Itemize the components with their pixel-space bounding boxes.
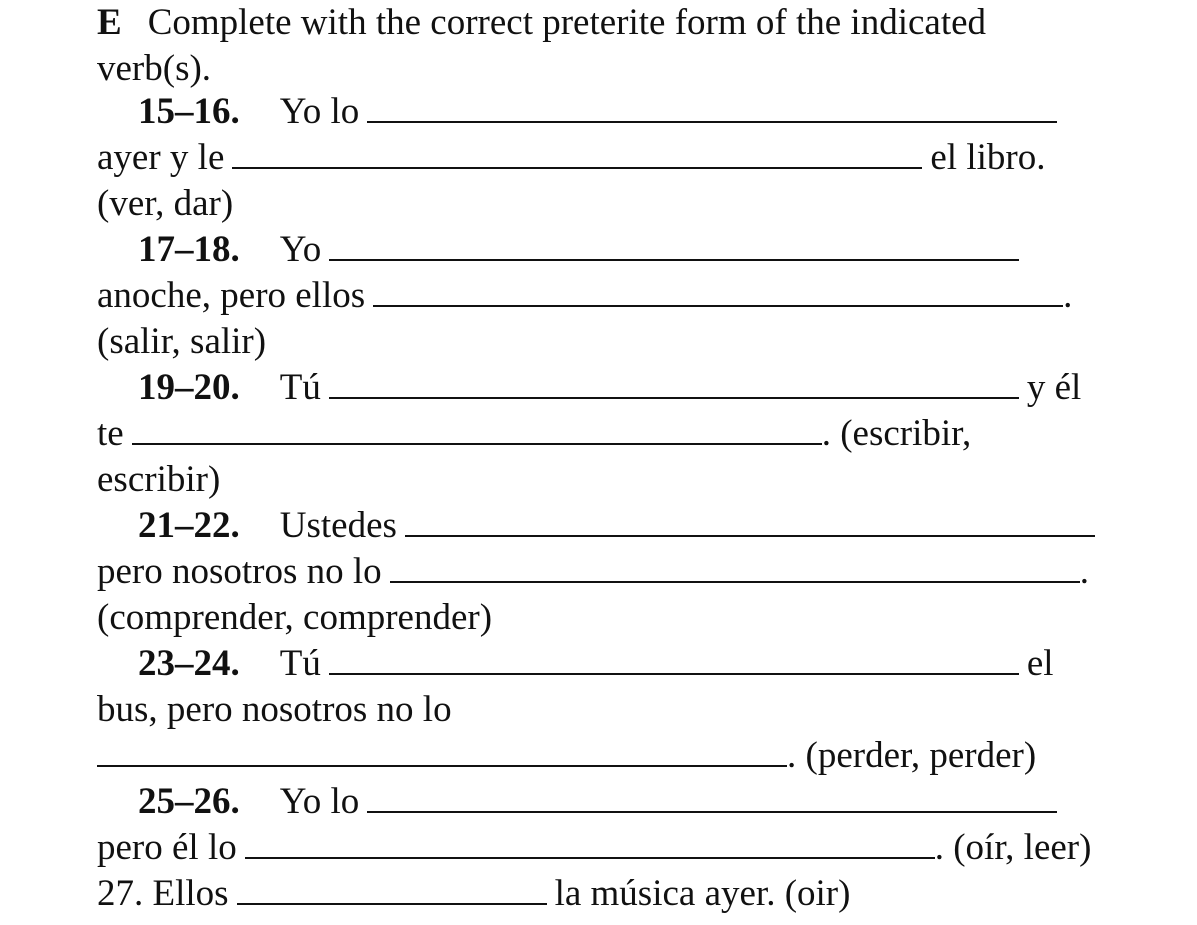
item-text: Yo — [279, 229, 322, 270]
verb-hint: (ver, dar) — [97, 183, 234, 224]
item-17-18-hint — [97, 319, 266, 365]
item-15-16-line-1 — [138, 89, 1065, 135]
item-21-22-line-1 — [138, 503, 1103, 549]
item-21-22-line-2 — [97, 549, 1089, 595]
item-text: Tú — [279, 367, 321, 408]
item-27-line — [97, 871, 850, 917]
item-number: 23–24. — [138, 643, 240, 684]
item-text: la música ayer. (oir) — [554, 873, 851, 914]
item-text: . — [1063, 275, 1073, 316]
item-text: anoche, pero ellos — [97, 275, 366, 316]
item-19-20-hint — [97, 457, 220, 503]
item-number: 27. — [97, 873, 144, 914]
item-text: te — [97, 413, 124, 454]
item-23-24-line-2 — [97, 687, 452, 733]
item-number: 17–18. — [138, 229, 240, 270]
item-23-24-line-3 — [97, 733, 1036, 779]
item-text: . (escribir, — [821, 413, 972, 454]
item-15-16-line-2 — [97, 135, 1045, 181]
answer-blank-22[interactable] — [390, 551, 1080, 583]
item-text: . (perder, perder) — [787, 735, 1037, 776]
item-text: pero nosotros no lo — [97, 551, 382, 592]
answer-blank-25[interactable] — [367, 781, 1057, 813]
answer-blank-21[interactable] — [405, 505, 1095, 537]
item-text: Yo lo — [279, 781, 360, 822]
section-letter: E — [97, 2, 122, 43]
item-25-26-line-2 — [97, 825, 1091, 871]
item-15-16-hint — [97, 181, 233, 227]
verb-hint: escribir) — [97, 459, 221, 500]
item-text: pero él lo — [97, 827, 237, 868]
item-text: bus, pero nosotros no lo — [97, 689, 452, 730]
item-text: Ellos — [152, 873, 229, 914]
answer-blank-23[interactable] — [329, 643, 1019, 675]
item-number: 19–20. — [138, 367, 240, 408]
item-17-18-line-1 — [138, 227, 1027, 273]
item-text: . (oír, leer) — [934, 827, 1092, 868]
item-text: Yo lo — [279, 91, 360, 132]
item-number: 15–16. — [138, 91, 240, 132]
instruction-line-1 — [97, 0, 986, 46]
item-text: . — [1079, 551, 1089, 592]
item-21-22-hint — [97, 595, 492, 641]
answer-blank-20[interactable] — [132, 413, 822, 445]
item-text: el libro. — [930, 137, 1046, 178]
answer-blank-17[interactable] — [329, 229, 1019, 261]
item-19-20-line-2 — [97, 411, 971, 457]
item-number: 21–22. — [138, 505, 240, 546]
item-25-26-line-1 — [138, 779, 1065, 825]
item-text: Tú — [279, 643, 321, 684]
item-text: el — [1026, 643, 1054, 684]
instruction-text-cont: verb(s). — [97, 48, 212, 89]
item-17-18-line-2 — [97, 273, 1072, 319]
item-19-20-line-1 — [138, 365, 1081, 411]
item-text: Ustedes — [279, 505, 397, 546]
item-23-24-line-1 — [138, 641, 1054, 687]
verb-hint: (salir, salir) — [97, 321, 267, 362]
answer-blank-27[interactable] — [237, 873, 547, 905]
answer-blank-16[interactable] — [232, 137, 922, 169]
instruction-line-2 — [97, 46, 211, 92]
answer-blank-15[interactable] — [367, 91, 1057, 123]
answer-blank-19[interactable] — [329, 367, 1019, 399]
item-text: y él — [1026, 367, 1082, 408]
answer-blank-26[interactable] — [245, 827, 935, 859]
item-number: 25–26. — [138, 781, 240, 822]
instruction-text: Complete with the correct preterite form of the indicated — [147, 2, 987, 43]
item-text: ayer y le — [97, 137, 225, 178]
verb-hint: (comprender, comprender) — [97, 597, 493, 638]
answer-blank-24[interactable] — [97, 735, 787, 767]
answer-blank-18[interactable] — [373, 275, 1063, 307]
